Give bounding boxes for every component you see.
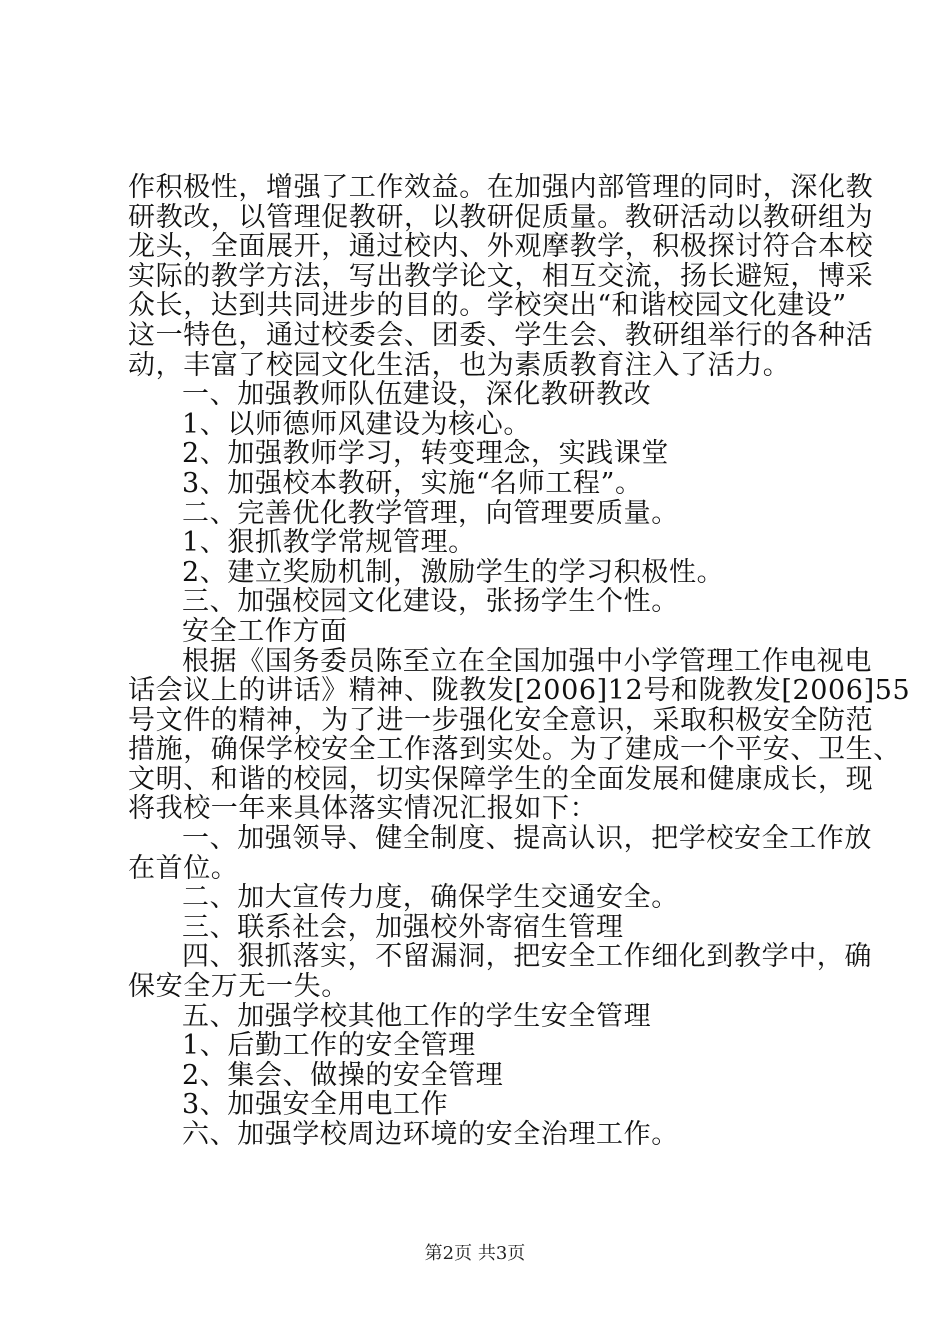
- list-item: 3、加强安全用电工作: [182, 1089, 449, 1121]
- list-item: 五、加强学校其他工作的学生安全管理: [182, 1000, 652, 1032]
- text-line: 这一特色，通过校委会、团委、学生会、教研组举行的各种活: [128, 319, 874, 351]
- text-line: 作积极性，增强了工作效益。在加强内部管理的同时，深化教: [128, 172, 874, 203]
- list-item: 3、加强校本教研，实施“名师工程”。: [182, 467, 643, 499]
- list-item: 四、狠抓落实，不留漏洞，把安全工作细化到教学中，确: [182, 941, 872, 973]
- text-line: 保安全万无一失。: [128, 971, 349, 1003]
- section-heading: 一、加强教师队伍建设，深化教研教改: [182, 379, 652, 411]
- text-line: 研教改，以管理促教研，以教研促质量。教研活动以教研组为: [128, 201, 874, 233]
- text-line: 龙头，全面展开，通过校内、外观摩教学，积极探讨符合本校: [128, 231, 874, 263]
- text-line: 动，丰富了校园文化生活，也为素质教育注入了活力。: [128, 349, 791, 381]
- list-item: 一、加强领导、健全制度、提高认识，把学校安全工作放: [182, 823, 872, 855]
- section-heading: 安全工作方面: [182, 615, 348, 647]
- text-line: 众长，达到共同进步的目的。学校突出“和谐校园文化建设”: [128, 290, 847, 322]
- section-heading: 二、完善优化教学管理，向管理要质量。: [182, 497, 679, 529]
- text-line: 在首位。: [128, 852, 239, 884]
- text-line: 实际的教学方法，写出教学论文，相互交流，扬长避短，博采: [128, 260, 874, 292]
- list-item: 六、加强学校周边环境的安全治理工作。: [182, 1119, 679, 1150]
- list-item: 1、后勤工作的安全管理: [182, 1030, 476, 1062]
- page-footer: [0, 1243, 950, 1265]
- text-line: 将我校一年来具体落实情况汇报如下：: [128, 793, 598, 825]
- text-line: 话会议上的讲话》精神、陇教发[2006]12号和陇教发[2006]55: [128, 675, 911, 707]
- text-line: 号文件的精神，为了进一步强化安全意识，采取积极安全防范: [128, 704, 874, 736]
- list-item: 1、以师德师风建设为核心。: [182, 408, 531, 440]
- text-line: 文明、和谐的校园，切实保障学生的全面发展和健康成长，现: [128, 763, 874, 795]
- list-item: 二、加大宣传力度，确保学生交通安全。: [182, 882, 679, 914]
- text-line: 根据《国务委员陈至立在全国加强中小学管理工作电视电: [182, 645, 872, 677]
- list-item: 2、建立奖励机制，激励学生的学习积极性。: [182, 556, 725, 588]
- list-item: 1、狠抓教学常规管理。: [182, 527, 476, 559]
- document-body: [128, 172, 911, 1150]
- page-number: 第2页 共3页: [424, 1243, 526, 1264]
- text-line: 措施，确保学校安全工作落到实处。为了建成一个平安、卫生、: [128, 734, 901, 766]
- list-item: 2、加强教师学习，转变理念，实践课堂: [182, 438, 669, 470]
- list-item: 三、联系社会，加强校外寄宿生管理: [182, 911, 624, 943]
- list-item: 2、集会、做操的安全管理: [182, 1059, 504, 1091]
- section-heading: 三、加强校园文化建设，张扬学生个性。: [182, 586, 679, 618]
